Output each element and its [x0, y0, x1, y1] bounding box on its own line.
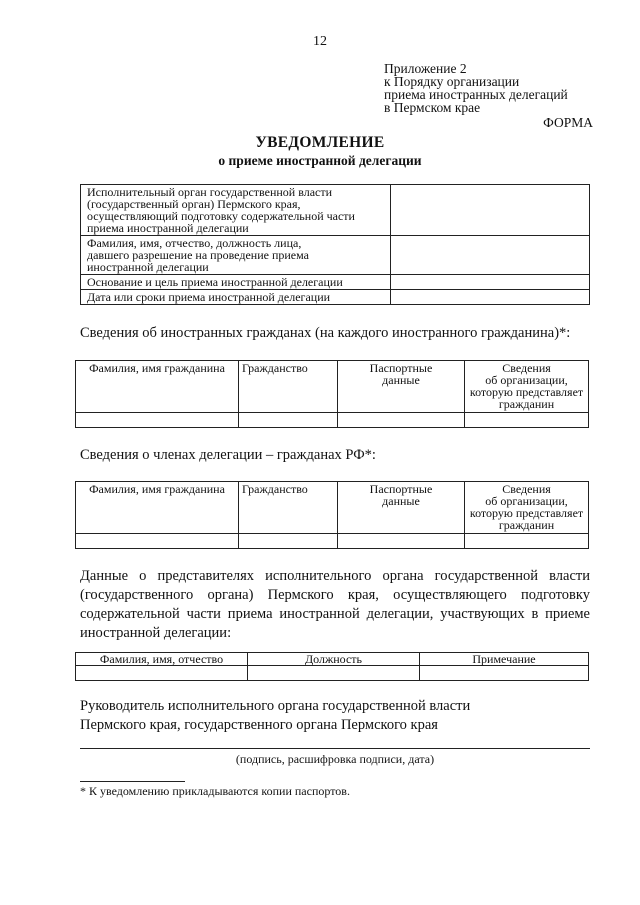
- table-cell[interactable]: [76, 413, 239, 428]
- col-fio-header: Фамилия, имя, отчество: [76, 653, 248, 666]
- col-passport-header: Паспортные данные: [338, 482, 465, 534]
- col-name-header: Фамилия, имя гражданина: [76, 482, 239, 534]
- appendix-line: Приложение 2: [384, 61, 467, 76]
- table-row: [76, 413, 589, 428]
- table-row: [76, 666, 589, 681]
- table-row: [81, 290, 590, 305]
- table-header-row: [76, 361, 589, 413]
- col-position-header: Должность: [248, 653, 420, 666]
- table-row: [81, 275, 590, 290]
- signature-caption: (подпись, расшифровка подписи, дата): [235, 752, 435, 766]
- table-cell[interactable]: [420, 666, 589, 681]
- foreigners-table: [75, 360, 589, 428]
- info-label-dates: Дата или сроки приема иностранной делегации: [81, 290, 391, 305]
- rf-members-table: [75, 481, 589, 549]
- table-header-row: [76, 653, 589, 666]
- info-value-executive-body[interactable]: [391, 185, 590, 236]
- appendix-line: к Порядку организации: [384, 74, 520, 89]
- table-header-row: [76, 482, 589, 534]
- col-organization-header: Сведения об организации, которую представляет гражданин: [465, 361, 589, 413]
- col-name-header: Фамилия, имя гражданина: [76, 361, 239, 413]
- table-cell[interactable]: [248, 666, 420, 681]
- signature-title-line: Руководитель исполнительного органа государственной власти: [80, 698, 471, 714]
- info-value-dates[interactable]: [391, 290, 590, 305]
- table-cell[interactable]: [465, 534, 589, 549]
- representatives-table: [75, 652, 589, 681]
- info-label-authorizing-person: Фамилия, имя, отчество, должность лица, давшего разрешение на проведение приема иностранной делегации: [81, 236, 391, 275]
- paragraph-line: содержательной части приема иностранной делегации, участвующих в приеме: [80, 606, 590, 622]
- footnote-divider: [80, 781, 185, 782]
- delegation-info-table: [80, 184, 590, 305]
- table-row: [81, 236, 590, 275]
- info-label-basis-purpose: Основание и цель приема иностранной делегации: [81, 275, 391, 290]
- table-cell[interactable]: [239, 534, 338, 549]
- info-value-authorizing-person[interactable]: [391, 236, 590, 275]
- appendix-line: в Пермском крае: [384, 100, 481, 115]
- paragraph-line: иностранной делегации:: [80, 625, 232, 641]
- table-cell[interactable]: [338, 413, 465, 428]
- page-number: 12: [313, 34, 327, 49]
- paragraph-line: Данные о представителях исполнительного органа государственной власти: [80, 568, 590, 584]
- rf-members-heading: Сведения о членах делегации – гражданах РФ*:: [80, 447, 376, 463]
- foreigners-heading: Сведения об иностранных гражданах (на каждого иностранного гражданина)*:: [80, 325, 571, 341]
- representatives-paragraph: [80, 567, 590, 643]
- col-citizenship-header: Гражданство: [239, 482, 338, 534]
- form-label: ФОРМА: [543, 115, 593, 130]
- paragraph-line: (государственного органа) Пермского края, осуществляющего подготовку: [80, 587, 590, 603]
- document-subtitle: о приеме иностранной делегации: [218, 153, 422, 168]
- col-passport-header: Паспортные данные: [338, 361, 465, 413]
- signature-block: [80, 697, 470, 735]
- document-title: УВЕДОМЛЕНИЕ: [255, 134, 385, 151]
- info-value-basis-purpose[interactable]: [391, 275, 590, 290]
- table-cell[interactable]: [239, 413, 338, 428]
- table-cell[interactable]: [338, 534, 465, 549]
- table-cell[interactable]: [76, 666, 248, 681]
- table-row: [81, 185, 590, 236]
- col-citizenship-header: Гражданство: [239, 361, 338, 413]
- info-label-executive-body: Исполнительный орган государственной власти (государственный орган) Пермского края, осуществляющий подготовку содержательной части приема иностранной делегации: [81, 185, 391, 236]
- col-note-header: Примечание: [420, 653, 589, 666]
- appendix-header: [384, 62, 568, 114]
- appendix-line: приема иностранных делегаций: [384, 87, 568, 102]
- table-row: [76, 534, 589, 549]
- signature-title-line: Пермского края, государственного органа Пермского края: [80, 717, 438, 733]
- footnote: * К уведомлению прикладываются копии паспортов.: [80, 784, 350, 798]
- table-cell[interactable]: [465, 413, 589, 428]
- table-cell[interactable]: [76, 534, 239, 549]
- signature-line[interactable]: [80, 748, 590, 749]
- col-organization-header: Сведения об организации, которую представляет гражданин: [465, 482, 589, 534]
